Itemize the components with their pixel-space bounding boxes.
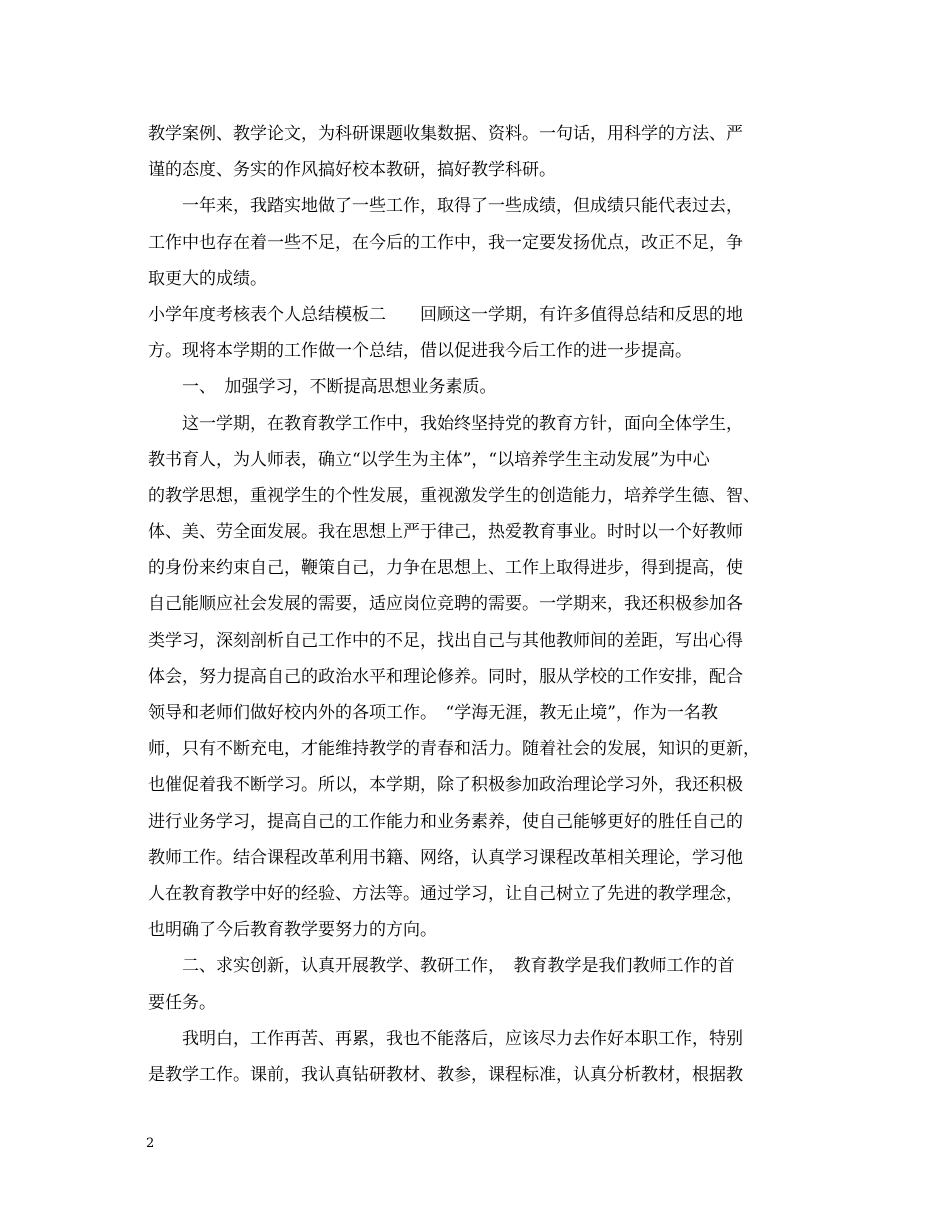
text-line: 体会，努力提高自己的政治水平和理论修养。同时，服从学校的工作安排，配合 [148, 666, 743, 687]
text-line: 我明白，工作再苦、再累，我也不能落后，应该尽力去作好本职工作，特别 [148, 1028, 743, 1049]
text-line: 类学习，深刻剖析自己工作中的不足，找出自己与其他教师间的差距，写出心得 [148, 630, 743, 651]
text-line: 小学年度考核表个人总结模板二 回顾这一学期，有许多值得总结和反思的地 [148, 304, 743, 325]
text-line: 一年来，我踏实地做了一些工作，取得了一些成绩，但成绩只能代表过去， [148, 196, 743, 217]
text-line: 取更大的成绩。 [148, 268, 267, 289]
text-line: 也明确了今后教育教学要努力的方向。 [148, 920, 437, 941]
text-line: 教师工作。结合课程改革利用书籍、网络，认真学习课程改革相关理论，学习他 [148, 847, 743, 868]
text-line: 谨的态度、务实的作风搞好校本教研，搞好教学科研。 [148, 160, 556, 181]
page-number: 2 [146, 1136, 155, 1151]
text-line: 人在教育教学中好的经验、方法等。通过学习，让自己树立了先进的教学理念， [148, 883, 743, 904]
text-line: 工作中也存在着一些不足，在今后的工作中，我一定要发扬优点，改正不足，争 [148, 232, 743, 253]
text-line: 领导和老师们做好校内外的各项工作。 “学海无涯，教无止境”，作为一名教 [148, 703, 718, 723]
text-line: 要任务。 [148, 992, 216, 1013]
text-line: 方。现将本学期的工作做一个总结，借以促进我今后工作的进一步提高。 [148, 341, 692, 362]
text-line: 也催促着我不断学习。所以，本学期，除了积极参加政治理论学习外，我还积极 [148, 775, 743, 796]
text-line: 是教学工作。课前，我认真钻研教材、教参，课程标准，认真分析教材，根据教 [148, 1064, 743, 1085]
text-line: 自己能顺应社会发展的需要，适应岗位竞聘的需要。一学期来，我还积极参加各 [148, 594, 743, 615]
section-heading-1: 一、 加强学习，不断提高思想业务素质。 [148, 377, 497, 398]
text-line: 教学案例、教学论文，为科研课题收集数据、资料。一句话，用科学的方法、严 [148, 124, 743, 144]
text-line: 进行业务学习，提高自己的工作能力和业务素养，使自己能够更好的胜任自己的 [148, 811, 743, 832]
text-line: 的教学思想，重视学生的个性发展，重视激发学生的创造能力，培养学生德、智、 [148, 485, 760, 506]
body-text [148, 116, 808, 1093]
text-line: 师，只有不断充电，才能维持教学的青春和活力。随着社会的发展，知识的更新， [148, 739, 760, 760]
text-line: 体、美、劳全面发展。我在思想上严于律己，热爱教育事业。时时以一个好教师 [148, 522, 743, 543]
text-line: 这一学期，在教育教学工作中，我始终坚持党的教育方针，面向全体学生， [148, 413, 743, 434]
text-line: 教书育人，为人师表，确立“以学生为主体”，“以培养学生主动发展”为中心 [148, 449, 710, 470]
text-line: 的身份来约束自己，鞭策自己，力争在思想上、工作上取得进步，得到提高，使 [148, 558, 743, 579]
section-heading-2: 二、求实创新，认真开展教学、教研工作， 教育教学是我们教师工作的首 [148, 956, 735, 977]
